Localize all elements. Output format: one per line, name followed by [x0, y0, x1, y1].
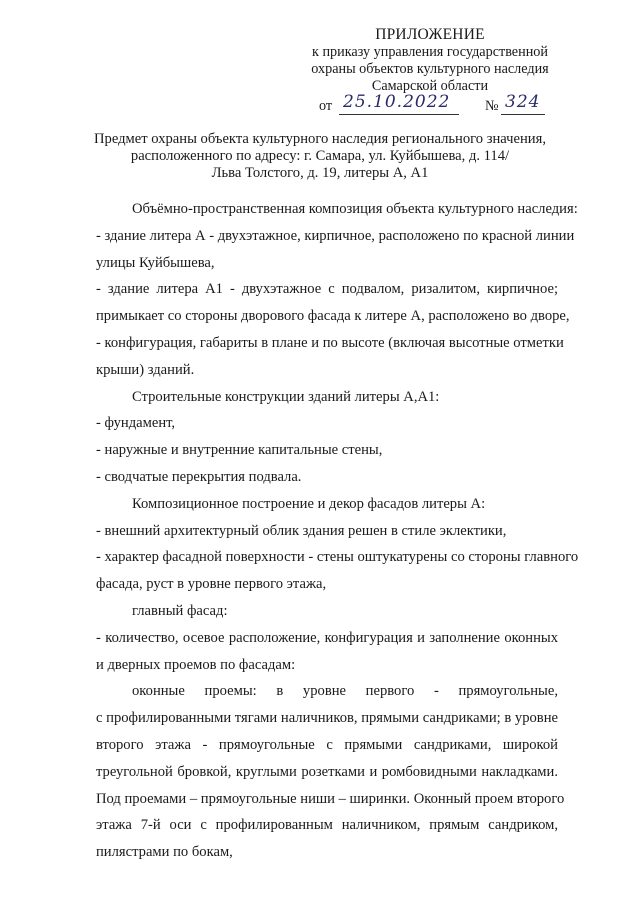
body-line: оконные проемы: в уровне первого - прямоугольные,: [132, 683, 558, 700]
number-prefix: №: [485, 98, 499, 114]
body-line: - здание литера А - двухэтажное, кирпичное, расположено по красной линии: [96, 227, 575, 244]
appendix-header: [300, 26, 560, 95]
document-title: [80, 131, 560, 182]
body-line: - внешний архитектурный облик здания решен в стиле эклектики,: [96, 522, 507, 539]
date-underline: [339, 114, 459, 115]
appendix-line: к приказу управления государственной: [312, 44, 548, 60]
body-line: - конфигурация, габариты в плане и по высоте (включая высотные отметки: [96, 334, 564, 351]
section-heading: Композиционное построение и декор фасадов литеры А:: [132, 495, 486, 512]
body-line: - количество, осевое расположение, конфигурация и заполнение оконных: [96, 629, 558, 646]
date-prefix: от: [319, 98, 333, 114]
number-underline: [501, 114, 545, 115]
body-line: - фундамент,: [96, 415, 176, 432]
body-line: - здание литера А1 - двухэтажное с подвалом, ризалитом, кирпичное;: [96, 281, 558, 298]
appendix-title: ПРИЛОЖЕНИЕ: [375, 26, 485, 43]
body-line: улицы Куйбышева,: [96, 254, 215, 271]
body-line: второго этажа - прямоугольные с прямыми сандриками, широкой: [96, 736, 558, 753]
body-line: - сводчатые перекрытия подвала.: [96, 468, 302, 485]
body-line: с профилированными тягами наличников, прямыми сандриками; в уровне: [96, 710, 558, 727]
section-heading: Строительные конструкции зданий литеры А,А1:: [132, 388, 440, 405]
body-line: - характер фасадной поверхности - стены оштукатурены со стороны главного: [96, 549, 579, 566]
section-heading: Объёмно-пространственная композиция объекта культурного наследия:: [132, 201, 578, 217]
appendix-line: Самарской области: [371, 78, 489, 94]
appendix-line: охраны объектов культурного наследия: [311, 61, 549, 77]
handwritten-number: 324: [505, 92, 541, 112]
order-date-line: [319, 92, 559, 118]
title-line: расположенного по адресу: г. Самара, ул. Куйбышева, д. 114/: [130, 148, 510, 164]
document-body: [96, 196, 579, 866]
body-line: Под проемами – прямоугольные ниши – ширинки. Оконный проем второго: [96, 790, 565, 807]
title-line: Предмет охраны объекта культурного наследия регионального значения,: [94, 131, 546, 147]
body-line: крыши) зданий.: [96, 361, 195, 378]
handwritten-date: 25.10.2022: [343, 92, 451, 112]
title-line: Льва Толстого, д. 19, литеры А, А1: [211, 165, 429, 181]
body-line: этажа 7-й оси с профилированным наличником, прямым сандриком,: [96, 817, 558, 834]
body-line: фасада, руст в уровне первого этажа,: [96, 576, 327, 593]
body-line: примыкает со стороны дворового фасада к литере А, расположено во дворе,: [96, 308, 570, 325]
section-heading: главный фасад:: [132, 602, 228, 619]
body-line: треугольной бровкой, круглыми розетками и ромбовидными накладками.: [96, 763, 558, 780]
body-line: - наружные и внутренние капитальные стены,: [96, 442, 383, 459]
body-line: пилястрами по бокам,: [96, 844, 233, 861]
body-line: и дверных проемов по фасадам:: [96, 656, 296, 673]
